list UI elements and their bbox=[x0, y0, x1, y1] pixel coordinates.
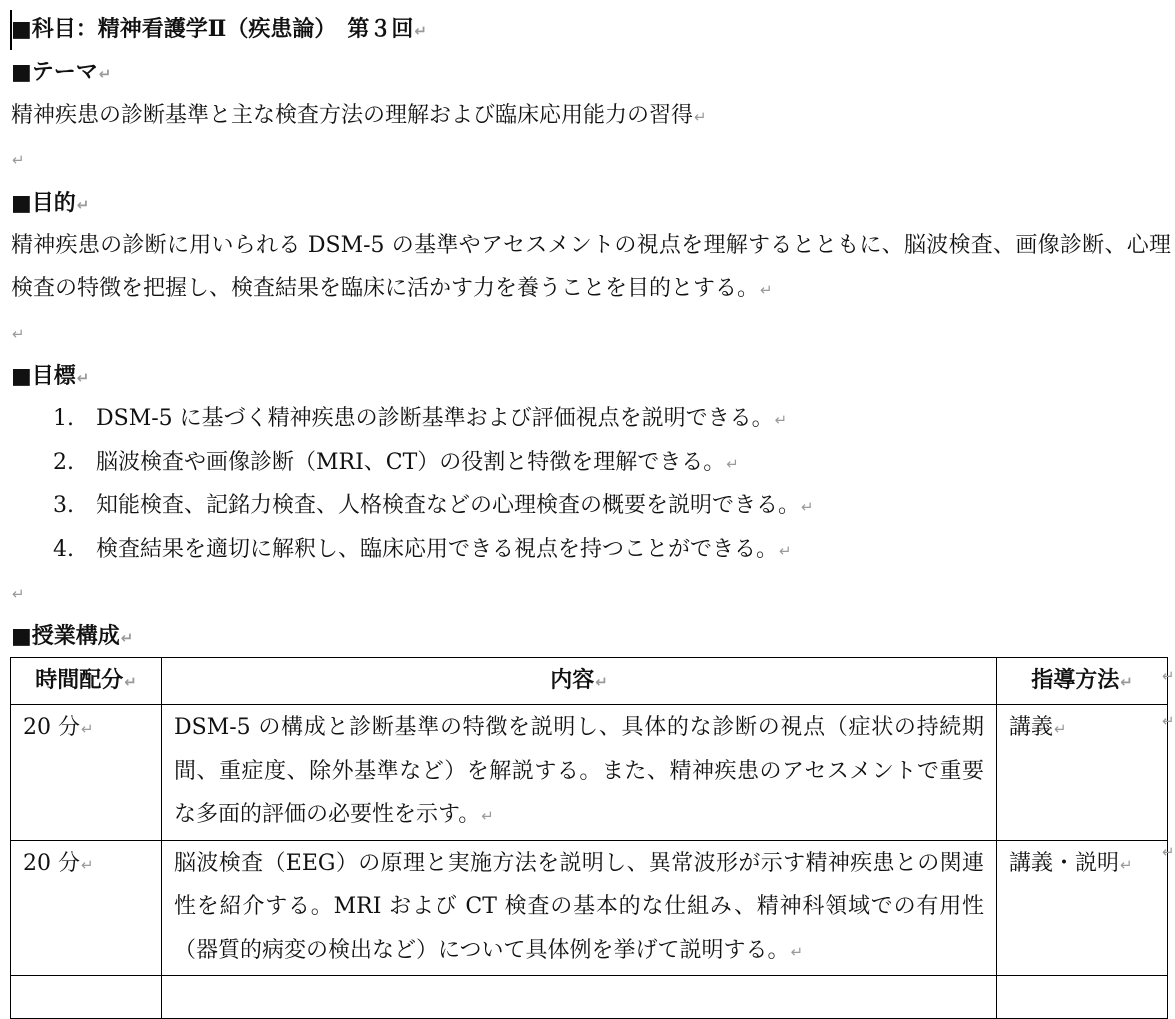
cell-mark-icon: ↵ bbox=[81, 720, 94, 738]
cell-text: 20 分 bbox=[23, 715, 80, 740]
theme-heading: ■テーマ bbox=[11, 59, 98, 85]
structure-heading: ■授業構成 bbox=[11, 623, 120, 649]
list-number: 4. bbox=[53, 536, 74, 562]
list-item-text: 脳波検査や画像診断（MRI、CT）の役割と特徴を理解できる。 bbox=[96, 449, 726, 475]
empty-paragraph[interactable] bbox=[11, 578, 25, 609]
goals-heading-line[interactable] bbox=[11, 361, 89, 393]
list-item-text: 知能検査、記銘力検査、人格検査などの心理検査の概要を説明できる。 bbox=[96, 493, 801, 518]
paragraph-mark-icon: ↵ bbox=[98, 65, 112, 83]
cell-content[interactable] bbox=[162, 840, 997, 976]
header-label: 時間配分 bbox=[35, 667, 124, 693]
cell-time[interactable] bbox=[11, 840, 162, 976]
cell-mark-icon: ↵ bbox=[481, 807, 494, 825]
list-number: 3. bbox=[53, 493, 74, 518]
row-end-mark-icon: ↵ bbox=[1162, 843, 1175, 861]
cell-text: 20 分 bbox=[23, 850, 80, 876]
paragraph-mark-icon: ↵ bbox=[726, 454, 739, 473]
cell-mark-icon: ↵ bbox=[1120, 673, 1133, 691]
cell-mark-icon: ↵ bbox=[124, 673, 137, 691]
cell-text: 講義 bbox=[1009, 715, 1054, 740]
cell-content[interactable] bbox=[162, 976, 997, 1019]
cell-mark-icon: ↵ bbox=[1054, 720, 1067, 738]
header-label: 内容 bbox=[550, 667, 595, 693]
row-end-mark-icon: ↵ bbox=[1162, 667, 1175, 685]
purpose-heading: ■目的 bbox=[11, 190, 76, 216]
theme-text: 精神疾患の診断基準と主な検査方法の理解および臨床応用能力の習得 bbox=[11, 103, 694, 128]
lesson-plan-table bbox=[10, 657, 1168, 1019]
table-header-content[interactable] bbox=[162, 658, 997, 705]
cell-method[interactable] bbox=[997, 705, 1168, 841]
paragraph-mark-icon: ↵ bbox=[779, 541, 792, 560]
cell-mark-icon: ↵ bbox=[81, 855, 94, 874]
theme-text-line[interactable] bbox=[11, 101, 707, 132]
table-row bbox=[11, 976, 1168, 1019]
table-row bbox=[11, 705, 1168, 841]
list-number: 1. bbox=[53, 406, 74, 431]
purpose-paragraph[interactable] bbox=[11, 224, 1171, 312]
cell-text: 講義・説明 bbox=[1009, 850, 1120, 876]
paragraph-mark-icon: ↵ bbox=[774, 411, 788, 429]
course-title: ■科目：精神看護学Ⅱ（疾患論） 第３回 bbox=[11, 16, 414, 42]
list-item-text: 検査結果を適切に解釈し、臨床応用できる視点を持つことができる。 bbox=[96, 536, 779, 562]
goals-heading: ■目標 bbox=[11, 363, 76, 389]
empty-paragraph[interactable] bbox=[11, 318, 25, 349]
cell-time[interactable] bbox=[11, 705, 162, 841]
cell-text: 脳波検査（EEG）の原理と実施方法を説明し、異常波形が示す精神疾患との関連性を紹介する。MRI および CT 検査の基本的な仕組み、精神科領域での有用性（器質的病変の検出など）について具体例を挙げて説明する。 bbox=[174, 850, 984, 963]
theme-heading-line[interactable] bbox=[11, 57, 111, 89]
paragraph-mark-icon: ↵ bbox=[694, 108, 707, 126]
course-title-line[interactable] bbox=[11, 14, 427, 46]
purpose-heading-line[interactable] bbox=[11, 188, 89, 220]
paragraph-mark-icon: ↵ bbox=[12, 325, 25, 343]
cell-content[interactable] bbox=[162, 705, 997, 841]
cell-method[interactable] bbox=[997, 976, 1168, 1019]
purpose-text: 精神疾患の診断に用いられる DSM-5 の基準やアセスメントの視点を理解するとともに、脳波検査、画像診断、心理検査の特徴を把握し、検査結果を臨床に活かす力を養うことを目的とする。 bbox=[11, 233, 1171, 301]
list-item-text: DSM-5 に基づく精神疾患の診断基準および評価視点を説明できる。 bbox=[96, 406, 774, 431]
paragraph-mark-icon: ↵ bbox=[76, 369, 90, 387]
table-header-method[interactable] bbox=[997, 658, 1168, 705]
paragraph-mark-icon: ↵ bbox=[76, 196, 90, 214]
cell-time[interactable] bbox=[11, 976, 162, 1019]
list-number: 2. bbox=[53, 449, 74, 475]
paragraph-mark-icon: ↵ bbox=[12, 151, 25, 169]
cell-mark-icon: ↵ bbox=[595, 673, 608, 691]
empty-paragraph[interactable] bbox=[11, 144, 25, 175]
row-end-mark-icon: ↵ bbox=[1162, 712, 1175, 730]
cell-text: DSM-5 の構成と診断基準の特徴を説明し、具体的な診断の視点（症状の持続期間、重症度、除外基準など）を解説する。また、精神疾患のアセスメントで重要な多面的評価の必要性を示す。 bbox=[174, 715, 984, 827]
structure-heading-line[interactable] bbox=[11, 621, 133, 653]
cell-method[interactable] bbox=[997, 840, 1168, 976]
paragraph-mark-icon: ↵ bbox=[120, 629, 134, 647]
table-header-time[interactable] bbox=[11, 658, 162, 705]
paragraph-mark-icon: ↵ bbox=[801, 498, 814, 516]
table-row bbox=[11, 840, 1168, 976]
table-header-row bbox=[11, 658, 1168, 705]
header-label: 指導方法 bbox=[1031, 667, 1120, 693]
paragraph-mark-icon: ↵ bbox=[12, 585, 25, 603]
paragraph-mark-icon: ↵ bbox=[414, 22, 427, 40]
paragraph-mark-icon: ↵ bbox=[760, 281, 773, 299]
cell-mark-icon: ↵ bbox=[790, 942, 804, 961]
cell-mark-icon: ↵ bbox=[1120, 855, 1133, 874]
